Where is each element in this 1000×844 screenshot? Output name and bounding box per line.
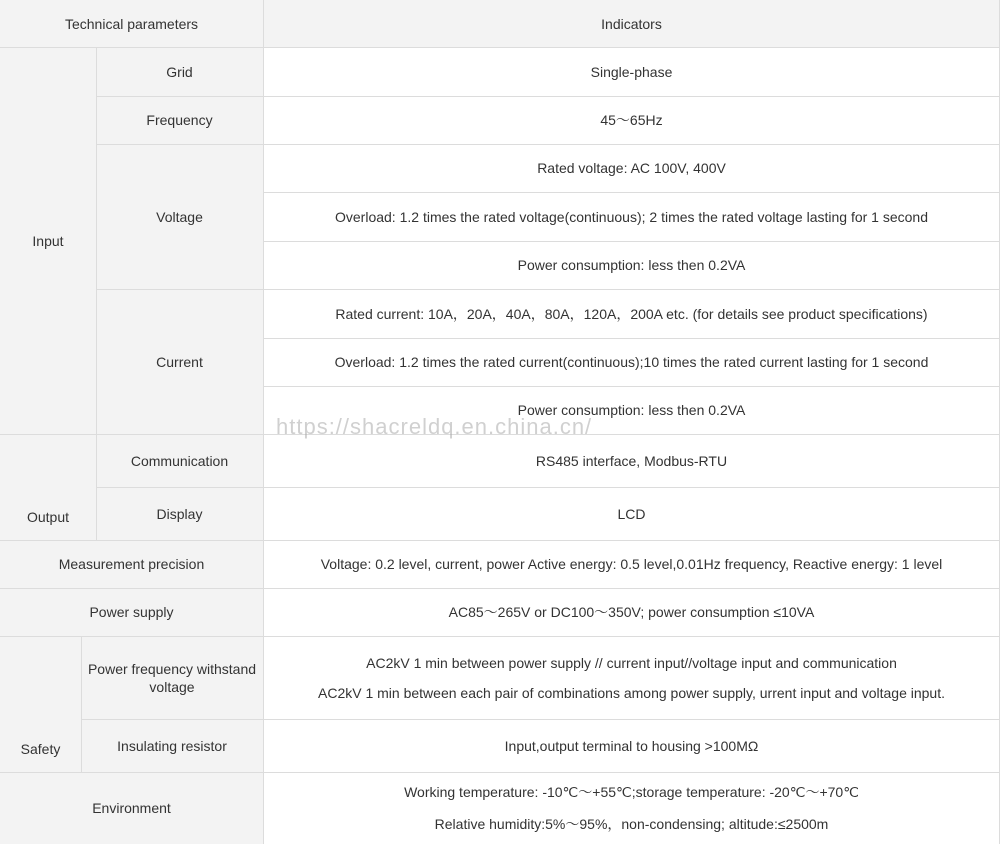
voltage-overload-text: Overload: 1.2 times the rated voltage(continuous); 2 times the rated voltage lasting for 1 second [335,208,928,225]
communication-label-text: Communication [130,452,229,469]
grid-value-text: Single-phase [590,63,673,80]
frequency-value-text: 45～65Hz [600,112,663,128]
safety-group-label [0,636,81,772]
current-label-text: Current [156,353,203,370]
column-divider [263,0,264,844]
frequency-label [96,96,263,144]
environment-label-text: Environment [92,800,171,816]
frequency-value [263,96,1000,144]
row-divider [263,241,1000,242]
voltage-rated-value [263,144,1000,192]
frequency-label-text: Frequency [146,112,213,128]
voltage-overload-value [263,192,1000,241]
voltage-label [96,144,263,289]
header-col1-text: Technical parameters [64,15,199,32]
insulating-value-text: Input,output terminal to housing >100MΩ [504,737,759,754]
environment-value [263,772,1000,844]
display-label [96,487,263,540]
voltage-rated-text: Rated voltage: AC 100V, 400V [537,160,726,176]
row-divider [96,289,1000,290]
power-supply-value [263,588,1000,636]
withstand-line-1: AC2kV 1 min between power supply // current input//voltage input and communication [366,654,897,671]
row-divider [0,772,1000,773]
power-supply-label-text: Power supply [89,604,174,620]
power-supply-value-text: AC85～265V or DC100～350V; power consumption ≤10VA [448,604,815,620]
current-label [96,289,263,434]
display-label-text: Display [156,505,203,522]
insulating-label-text: Insulating resistor [117,737,227,754]
row-divider [0,540,1000,541]
row-divider [96,96,1000,97]
withstand-label-text: Power frequency withstand voltage [87,660,257,695]
insulating-value [263,719,1000,772]
measurement-value [263,540,1000,588]
current-overload-value [263,338,1000,386]
header-technical-parameters [0,0,263,47]
row-divider [0,588,1000,589]
grid-label [96,47,263,96]
row-divider [96,487,1000,488]
measurement-label-text: Measurement precision [58,556,205,572]
header-col2-text: Indicators [601,15,662,32]
communication-value-text: RS485 interface, Modbus-RTU [535,452,728,469]
column-divider [81,636,82,772]
input-label-text: Input [32,232,64,249]
grid-value [263,47,1000,96]
row-divider [263,192,1000,193]
voltage-label-text: Voltage [156,208,203,225]
environment-line-2: Relative humidity:5%～95%，non-condensing; altitude:≤2500m [434,816,829,832]
current-consumption-text: Power consumption: less then 0.2VA [517,402,746,418]
column-divider [96,47,97,540]
voltage-consumption-value [263,241,1000,289]
measurement-label [0,540,263,588]
input-group-label [0,47,96,434]
withstand-label [81,636,263,719]
row-divider [263,386,1000,387]
row-divider [0,636,1000,637]
row-divider [0,47,1000,48]
output-label-text: Output [26,509,70,525]
current-rated-value [263,289,1000,338]
insulating-label [81,719,263,772]
power-supply-label [0,588,263,636]
row-divider [0,434,1000,435]
grid-label-text: Grid [166,63,193,80]
display-value-text: LCD [617,505,646,522]
environment-label [0,772,263,844]
output-group-label [0,434,96,540]
current-overload-text: Overload: 1.2 times the rated current(continuous);10 times the rated current lasting for 1 second [334,354,929,370]
display-value [263,487,1000,540]
row-divider [96,144,1000,145]
withstand-line-2: AC2kV 1 min between each pair of combinations among power supply, urrent input and voltage input. [318,684,945,701]
current-rated-text: Rated current: 10A，20A，40A，80A，120A，200A etc. (for details see product specifications) [335,305,928,322]
environment-line-1: Working temperature: -10℃～+55℃;storage temperature: -20℃～+70℃ [404,784,859,800]
row-divider [263,338,1000,339]
header-indicators [263,0,1000,47]
withstand-value [263,636,1000,719]
current-consumption-value [263,386,1000,434]
row-divider [81,719,1000,720]
voltage-consumption-text: Power consumption: less then 0.2VA [517,257,746,273]
communication-label [96,434,263,487]
watermark-url: https://shacreldq.en.china.cn/ [276,414,593,439]
safety-label-text: Safety [20,741,61,757]
communication-value [263,434,1000,487]
measurement-value-text: Voltage: 0.2 level, current, power Active energy: 0.5 level,0.01Hz frequency, Reactive energy: 1 level [320,556,943,572]
